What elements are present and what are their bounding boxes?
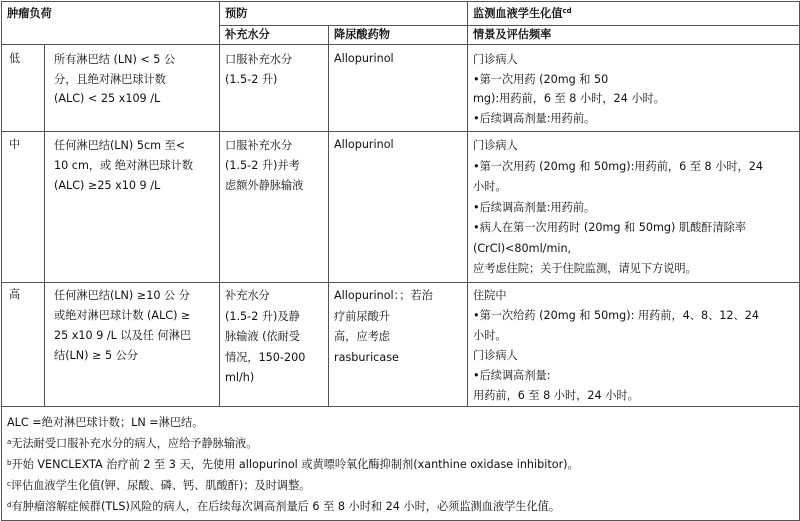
- text-line: Allopurinol: [334, 138, 394, 151]
- row-high-burden: [54, 286, 191, 366]
- text-line: 情况，150-200: [225, 350, 306, 364]
- text-line: •后续调高剂量:用药前。: [473, 200, 596, 214]
- header-prevention: 预防: [225, 7, 248, 20]
- rule-header-bottom: [1, 44, 799, 45]
- footnote: [7, 475, 579, 496]
- row-mid-level: 中: [9, 138, 21, 151]
- footnote: [7, 412, 579, 433]
- footnote-marker: a: [7, 438, 12, 446]
- row-high-hydration: [225, 286, 305, 389]
- text-line: •第一次给药 (20mg 和 50mg): 用药前，4、8、12、24: [473, 309, 759, 322]
- header-uric-acid-drugs: 降尿酸药物: [334, 28, 390, 41]
- footnote-marker: d: [7, 501, 12, 509]
- row-high-level: 高: [9, 288, 21, 301]
- rule-col-burden: [219, 1, 220, 406]
- text-line: rasburicase: [334, 350, 399, 364]
- header-monitoring-label: 监测血液学生化值: [473, 7, 563, 20]
- header-monitoring: [473, 5, 572, 23]
- row-mid-hydration: [225, 136, 303, 196]
- text-line: 疗前尿酸升: [334, 309, 390, 323]
- row-high-drug: [334, 286, 433, 368]
- rule-row-low-bottom: [1, 131, 799, 132]
- footnote: [7, 433, 579, 454]
- text-line: 脉输液 (依耐受: [225, 330, 301, 343]
- row-low-hydration: [225, 50, 292, 89]
- text-line: (1.5-2 升)并考: [225, 159, 300, 172]
- text-line: Allopurinol：；若治: [334, 289, 433, 302]
- row-low-burden: [54, 50, 175, 109]
- rule-row-mid-bottom: [1, 282, 799, 283]
- header-setting-frequency: 情景及评估频率: [473, 28, 552, 41]
- header-hydration: 补充水分: [225, 28, 270, 41]
- row-high-monitor: [473, 286, 759, 406]
- text-line: (1.5-2 升): [225, 72, 278, 86]
- text-line: (ALC) < 25 x109 /L: [54, 92, 161, 105]
- text-line: (1.5-2 升)及静: [225, 309, 300, 323]
- rule-col-level: [44, 44, 45, 406]
- row-mid-monitor: [473, 136, 763, 280]
- text-line: 所有淋巴结 (LN) < 5 公: [54, 53, 176, 66]
- footnotes: [7, 412, 579, 517]
- row-mid-burden: [54, 136, 193, 196]
- rule-row-high-bottom: [1, 406, 799, 407]
- footnote-marker: b: [7, 459, 12, 467]
- footnote-marker: c: [7, 480, 11, 488]
- footnote-text: ALC =绝对淋巴球计数；LN =淋巴结。: [7, 416, 204, 429]
- footnote-text: 无法耐受口服补充水分的病人，应给予静脉输液。: [11, 437, 258, 450]
- footnote-text: 评估血液学生化值(钾、尿酸、磷、钙、肌酸酐)；及时调整。: [10, 479, 311, 492]
- text-line: 小时。: [473, 329, 507, 342]
- text-line: (CrCl)<80ml/min,: [473, 241, 572, 255]
- header-tumor-burden: 肿瘤负荷: [7, 7, 52, 20]
- text-line: •第一次用药 (20mg 和 50: [473, 72, 609, 86]
- text-line: 口服补充水分: [225, 139, 293, 152]
- row-low-level: 低: [9, 52, 21, 65]
- header-monitoring-sup: cd: [562, 7, 572, 15]
- text-line: 任何淋巴结(LN) 5cm 至<: [54, 139, 186, 152]
- footnote-text: 有肿瘤溶解症候群(TLS)风险的病人，在后续每次调高剂量后 6 至 8 小时和 24 小时，必须监测血液学生化值。: [11, 500, 561, 513]
- text-line: 小时。: [473, 180, 507, 193]
- footnote: [7, 496, 579, 517]
- rule-col-drug: [467, 1, 468, 406]
- text-line: •病人在第一次用药时 (20mg 和 50mg) 肌酸酐清除率: [473, 221, 747, 234]
- text-line: (ALC) ≥25 x10 9 /L: [54, 179, 161, 192]
- text-line: ml/h): [225, 371, 255, 384]
- footnote-text: 开始 VENCLEXTA 治疗前 2 至 3 天，先使用 allopurinol 或黄嘌呤氧化酶抑制剂(xanthine oxidase inhibitor)。: [11, 458, 579, 471]
- rule-col-hydration: [328, 25, 329, 406]
- text-line: 住院中: [473, 289, 507, 302]
- text-line: 25 x10 9 /L 以及任 何淋巴: [54, 329, 192, 342]
- text-line: •后续调高剂量:: [473, 369, 551, 382]
- text-line: •后续调高剂量:用药前。: [473, 111, 596, 125]
- text-line: 应考虑住院；关于住院监测，请见下方说明。: [473, 262, 697, 275]
- text-line: 任何淋巴结(LN) ≥10 公 分: [54, 289, 190, 302]
- text-line: 门诊病人: [473, 139, 518, 152]
- text-line: 虑额外静脉输液: [225, 179, 304, 192]
- text-line: 10 cm，或 绝对淋巴球计数: [54, 159, 194, 172]
- text-line: 或绝对淋巴球计数 (ALC) ≥: [54, 309, 191, 322]
- row-low-monitor: [473, 50, 665, 128]
- row-low-drug: [334, 50, 394, 68]
- text-line: 高，应考虑: [334, 330, 390, 343]
- text-line: mg):用药前，6 至 8 小时，24 小时。: [473, 92, 665, 105]
- text-line: 门诊病人: [473, 349, 518, 362]
- text-line: 分，且绝对淋巴球计数: [54, 72, 166, 86]
- text-line: 口服补充水分: [225, 53, 293, 66]
- text-line: •第一次用药 (20mg 和 50mg):用药前，6 至 8 小时，24: [473, 159, 764, 173]
- text-line: 补充水分: [225, 289, 270, 302]
- text-line: Allopurinol: [334, 52, 394, 65]
- text-line: 结(LN) ≥ 5 公分: [54, 349, 139, 362]
- text-line: 用药前，6 至 8 小时，24 小时。: [473, 389, 639, 402]
- row-mid-drug: [334, 136, 394, 154]
- footnote: [7, 454, 579, 475]
- text-line: 门诊病人: [473, 53, 518, 66]
